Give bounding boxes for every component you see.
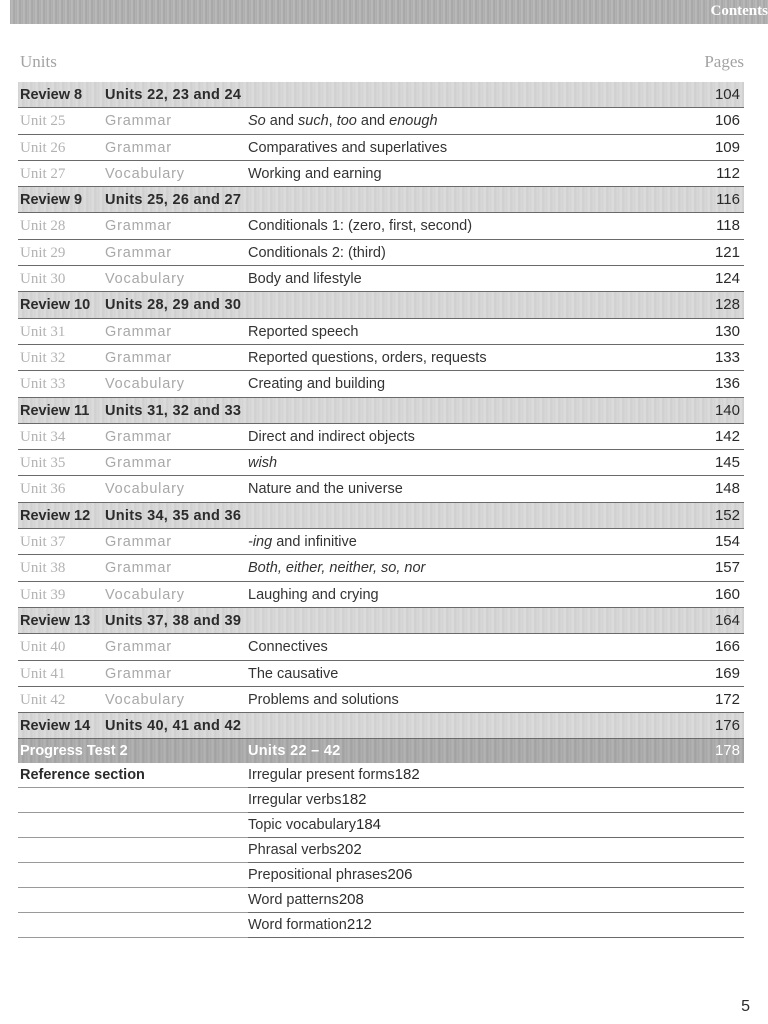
reference-rows [18, 763, 744, 938]
unit-topic: Problems and solutions [248, 691, 399, 708]
page-number-cell: 136 [714, 375, 740, 393]
page-number-cell: 148 [714, 480, 740, 498]
reference-row[interactable] [248, 913, 744, 938]
page-number-cell: 166 [714, 638, 740, 656]
unit-row[interactable] [18, 108, 744, 134]
review-label: Review 14 [20, 718, 91, 735]
unit-topic: -ing and infinitive [248, 534, 357, 551]
page-number-cell: 152 [714, 506, 740, 524]
unit-label: Unit 29 [20, 244, 66, 261]
unit-label: Unit 42 [20, 691, 66, 708]
page-number-cell: 142 [714, 427, 740, 445]
reference-row[interactable] [248, 813, 744, 838]
page-number-cell: 145 [714, 454, 740, 472]
reference-topic: Word formation [248, 917, 347, 934]
row-divider [18, 787, 248, 788]
contents-rows [18, 82, 744, 739]
unit-row[interactable] [18, 161, 744, 187]
unit-category: Grammar [105, 534, 172, 551]
reference-row[interactable] [248, 763, 744, 788]
unit-row[interactable] [18, 213, 744, 239]
unit-label: Unit 36 [20, 481, 66, 498]
page-number-cell: 172 [714, 690, 740, 708]
contents-table [18, 82, 744, 938]
unit-row[interactable] [18, 319, 744, 345]
unit-category: Vocabulary [105, 376, 185, 393]
unit-label: Unit 33 [20, 376, 66, 393]
review-row[interactable] [18, 503, 744, 529]
reference-topic: Phrasal verbs [248, 842, 337, 859]
page-number-cell: 169 [714, 664, 740, 682]
reference-section [18, 763, 744, 938]
unit-topic: Working and earning [248, 165, 382, 182]
row-divider [18, 812, 248, 813]
review-label: Review 9 [20, 192, 83, 209]
unit-label: Unit 35 [20, 455, 66, 472]
unit-topic: Body and lifestyle [248, 271, 362, 288]
unit-label: Unit 34 [20, 428, 66, 445]
unit-category: Grammar [105, 218, 172, 235]
page-number-cell: 124 [714, 270, 740, 288]
review-units-covered: Units 25, 26 and 27 [105, 192, 242, 209]
review-row[interactable] [18, 82, 744, 108]
row-divider [18, 912, 248, 913]
unit-label: Unit 39 [20, 586, 66, 603]
page-number-cell: 104 [714, 86, 740, 103]
unit-category: Grammar [105, 455, 172, 472]
unit-category: Vocabulary [105, 165, 185, 182]
reference-topic: Topic vocabulary [248, 817, 356, 834]
unit-label: Unit 40 [20, 639, 66, 656]
unit-category: Vocabulary [105, 586, 185, 603]
unit-category: Grammar [105, 139, 172, 156]
unit-label: Unit 41 [20, 665, 66, 682]
review-row[interactable] [18, 398, 744, 424]
unit-label: Unit 38 [20, 560, 66, 577]
unit-category: Grammar [105, 665, 172, 682]
unit-topic: Direct and indirect objects [248, 428, 415, 445]
page-number-cell: 121 [714, 243, 740, 261]
page-number-cell: 164 [714, 611, 740, 629]
unit-category: Grammar [105, 349, 172, 366]
pages-column-heading: Pages [704, 52, 744, 71]
unit-row[interactable] [18, 582, 744, 608]
page-number-cell: 118 [716, 217, 740, 235]
page-number-cell: 184 [356, 816, 382, 834]
unit-label: Unit 31 [20, 323, 66, 340]
unit-category: Grammar [105, 428, 172, 445]
unit-topic: Both, either, neither, so, nor [248, 560, 426, 577]
unit-topic: Comparatives and superlatives [248, 139, 448, 156]
unit-label: Unit 37 [20, 534, 66, 551]
unit-row[interactable] [18, 371, 744, 397]
unit-row[interactable] [18, 687, 744, 713]
page-number-cell: 154 [714, 533, 740, 551]
reference-row[interactable] [248, 838, 744, 863]
unit-row[interactable] [18, 135, 744, 161]
unit-category: Grammar [105, 560, 172, 577]
unit-label: Unit 30 [20, 271, 66, 288]
review-label: Review 10 [20, 297, 91, 314]
page-number-cell: 112 [716, 164, 740, 182]
review-units-covered: Units 34, 35 and 36 [105, 507, 242, 524]
unit-category: Grammar [105, 323, 172, 340]
review-row[interactable] [18, 713, 744, 739]
reference-topic: Prepositional phrases [248, 867, 388, 884]
unit-topic: Nature and the universe [248, 481, 403, 498]
units-column-heading: Units [20, 52, 57, 71]
page-number-cell: 157 [714, 559, 740, 577]
progress-test-label: Progress Test 2 [20, 743, 128, 760]
page-number-cell: 182 [341, 791, 367, 809]
page-number-cell: 208 [338, 891, 364, 909]
unit-category: Grammar [105, 244, 172, 261]
page-number-cell: 130 [714, 322, 740, 340]
review-row[interactable] [18, 292, 744, 318]
unit-topic: Laughing and crying [248, 586, 379, 603]
unit-label: Unit 28 [20, 218, 66, 235]
unit-category: Grammar [105, 639, 172, 656]
progress-test-row[interactable] [18, 739, 744, 763]
progress-test-page: 178 [714, 742, 740, 760]
page-number-cell: 206 [387, 866, 413, 884]
page-number-cell: 202 [336, 841, 362, 859]
unit-topic: So and such, too and enough [248, 113, 438, 130]
review-label: Review 13 [20, 612, 91, 629]
unit-row[interactable] [18, 345, 744, 371]
reference-row[interactable] [248, 863, 744, 888]
unit-label: Unit 25 [20, 113, 66, 130]
unit-row[interactable] [18, 266, 744, 292]
unit-topic: Conditionals 2: (third) [248, 244, 386, 261]
page-number-cell: 212 [346, 916, 372, 934]
review-label: Review 12 [20, 507, 91, 524]
unit-topic: Reported questions, orders, requests [248, 349, 487, 366]
unit-topic: Conditionals 1: (zero, first, second) [248, 218, 473, 235]
review-units-covered: Units 40, 41 and 42 [105, 718, 242, 735]
page-number-cell: 133 [714, 348, 740, 366]
reference-topic: Irregular present forms [248, 767, 395, 784]
unit-row[interactable] [18, 476, 744, 502]
progress-test-range: Units 22 – 42 [248, 743, 341, 760]
unit-label: Unit 26 [20, 139, 66, 156]
review-label: Review 8 [20, 87, 83, 103]
unit-label: Unit 32 [20, 349, 66, 366]
unit-row[interactable] [18, 661, 744, 687]
review-label: Review 11 [20, 402, 90, 419]
header-bar [10, 0, 768, 24]
unit-category: Grammar [105, 113, 172, 130]
reference-topic: Irregular verbs [248, 792, 342, 809]
reference-row[interactable] [248, 788, 744, 813]
unit-topic: Creating and building [248, 376, 386, 393]
page-number-cell: 116 [716, 191, 740, 209]
unit-topic: Connectives [248, 639, 328, 656]
page-number-cell: 140 [714, 401, 740, 419]
unit-row[interactable] [18, 240, 744, 266]
unit-topic: Reported speech [248, 323, 359, 340]
page-number-cell: 128 [714, 296, 740, 314]
review-units-covered: Units 37, 38 and 39 [105, 612, 242, 629]
reference-topic: Word patterns [248, 892, 339, 909]
row-divider [18, 937, 248, 938]
row-divider [18, 837, 248, 838]
page-number-cell: 109 [714, 138, 740, 156]
row-divider [18, 887, 248, 888]
page-number-cell: 106 [714, 112, 740, 130]
unit-topic: The causative [248, 665, 339, 682]
review-row[interactable] [18, 608, 744, 634]
header-title: Contents [710, 3, 768, 19]
review-units-covered: Units 28, 29 and 30 [105, 297, 242, 314]
unit-label: Unit 27 [20, 165, 66, 182]
review-units-covered: Units 31, 32 and 33 [105, 402, 242, 419]
unit-row[interactable] [18, 424, 744, 450]
unit-row[interactable] [18, 450, 744, 476]
reference-section-label: Reference section [20, 767, 145, 784]
review-units-covered: Units 22, 23 and 24 [105, 87, 242, 103]
page-number-cell: 176 [714, 717, 740, 735]
review-row[interactable] [18, 187, 744, 213]
reference-row[interactable] [248, 888, 744, 913]
page-number-cell: 160 [714, 585, 740, 603]
unit-category: Vocabulary [105, 271, 185, 288]
unit-row[interactable] [18, 634, 744, 660]
unit-topic: wish [248, 455, 278, 472]
unit-category: Vocabulary [105, 481, 185, 498]
page-number-cell: 182 [394, 766, 420, 784]
page-number: 5 [741, 998, 750, 1015]
unit-row[interactable] [18, 529, 744, 555]
row-divider [18, 862, 248, 863]
unit-category: Vocabulary [105, 691, 185, 708]
unit-row[interactable] [18, 555, 744, 581]
